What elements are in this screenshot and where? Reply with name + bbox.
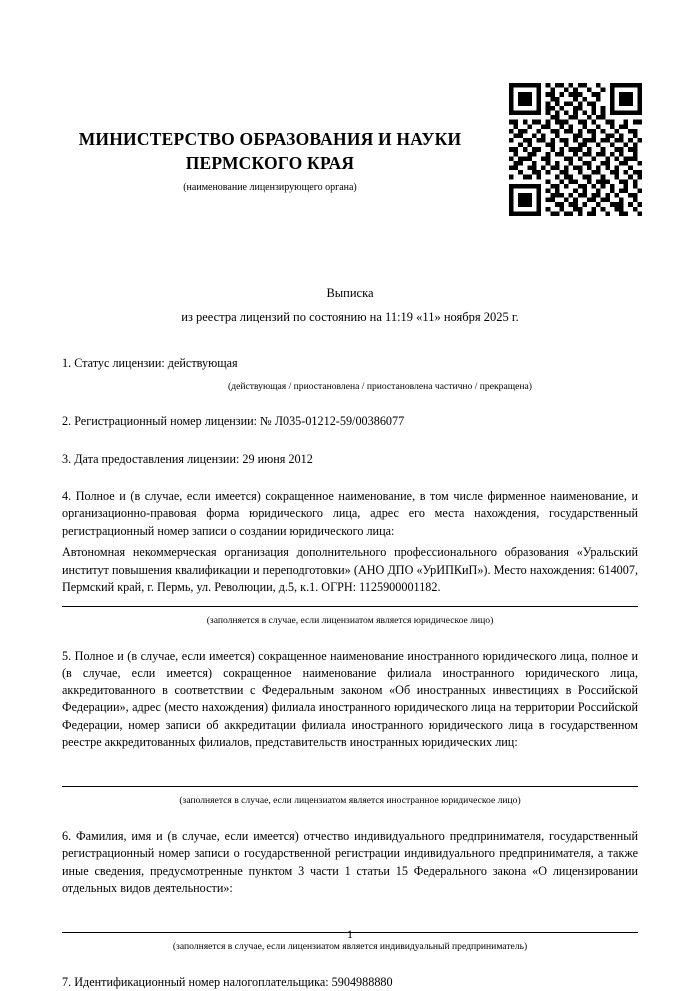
ministry-title (62, 128, 478, 175)
section-1-note: (действующая / приостановлена / приостановлена частично / прекращена) (228, 380, 532, 392)
section-7 (62, 974, 638, 991)
section-5-text: 5. Полное и (в случае, если имеется) сокращенное наименование иностранного юридического лица, полное и (в случае, если имеется) сокращенное наименование филиала иностранного юридического лица, аккредитованного в соответствии с Федеральным законом «Об иностранных инвестициях в Российской Федерации», адрес (место нахождения) филиала иностранного юридического лица на территории Российской Федерации, номер записи об аккредитации филиала иностранного юридического лица в государственном реестре аккредитованных филиалов, представительств иностранных юридических лиц: (62, 648, 638, 750)
ministry-title-line-2: ПЕРМСКОГО КРАЯ (185, 152, 355, 173)
section-1 (62, 355, 638, 393)
ministry-title-line-1: МИНИСТЕРСТВО ОБРАЗОВАНИЯ И НАУКИ (78, 129, 462, 149)
section-5-blank-space (62, 751, 638, 777)
section-1-text: 1. Статус лицензии: действующая (62, 356, 238, 371)
document-subtitle: из реестра лицензий по состоянию на 11:19 «11» ноября 2025 г. (181, 310, 519, 325)
qr-code-icon (509, 83, 642, 216)
section-6-text: 6. Фамилия, имя и (в случае, если имеется) отчество индивидуального предпринимателя, государственный регистрационный номер записи о государственной регистрации индивидуального предпринимателя, а также иные сведения, предусмотренные пунктом 3 части 1 статьи 15 Федерального закона «О лицензировании отдельных видов деятельности»: (62, 829, 638, 896)
section-4-rule (62, 606, 638, 607)
section-5 (62, 648, 638, 809)
section-6-note: (заполняется в случае, если лицензиатом является индивидуальный предприниматель) (172, 941, 528, 953)
page-number: 1 (347, 927, 353, 941)
ministry-subtitle: (наименование лицензирующего органа) (183, 182, 357, 194)
document-title: Выписка (326, 286, 374, 301)
section-2-text: 2. Регистрационный номер лицензии: № Л035-01212-59/00386077 (62, 414, 405, 429)
section-3-text: 3. Дата предоставления лицензии: 29 июня 2012 (62, 451, 313, 466)
section-5-note: (заполняется в случае, если лицензиатом является иностранное юридическое лицо) (179, 795, 521, 807)
section-7-text: 7. Идентификационный номер налогоплательщика: 5904988880 (62, 975, 393, 989)
section-3 (62, 451, 638, 468)
section-4 (62, 488, 638, 628)
section-5-rule (62, 786, 638, 787)
document-title-block (62, 286, 638, 325)
section-2 (62, 413, 638, 430)
section-4-note: (заполняется в случае, если лицензиатом является юридическое лицо) (206, 614, 494, 626)
section-4-text: 4. Полное и (в случае, если имеется) сокращенное наименование, в том числе фирменное наименование, и организационно-правовая форма юридического лица, адрес его места нахождения, государственный регистрационный номер записи о создании юридического лица: (62, 488, 638, 538)
section-4-body: Автономная некоммерческая организация дополнительного профессионального образования «Уральский институт повышения квалификации и переподготовки» (АНО ДПО «УрИПКиП»). Место нахождения: 614007, Пермский край, г. Пермь, ул. Революции, д.5, к.1. ОГРН: 1125900001182. (62, 544, 638, 595)
section-6-blank-space (62, 897, 638, 923)
